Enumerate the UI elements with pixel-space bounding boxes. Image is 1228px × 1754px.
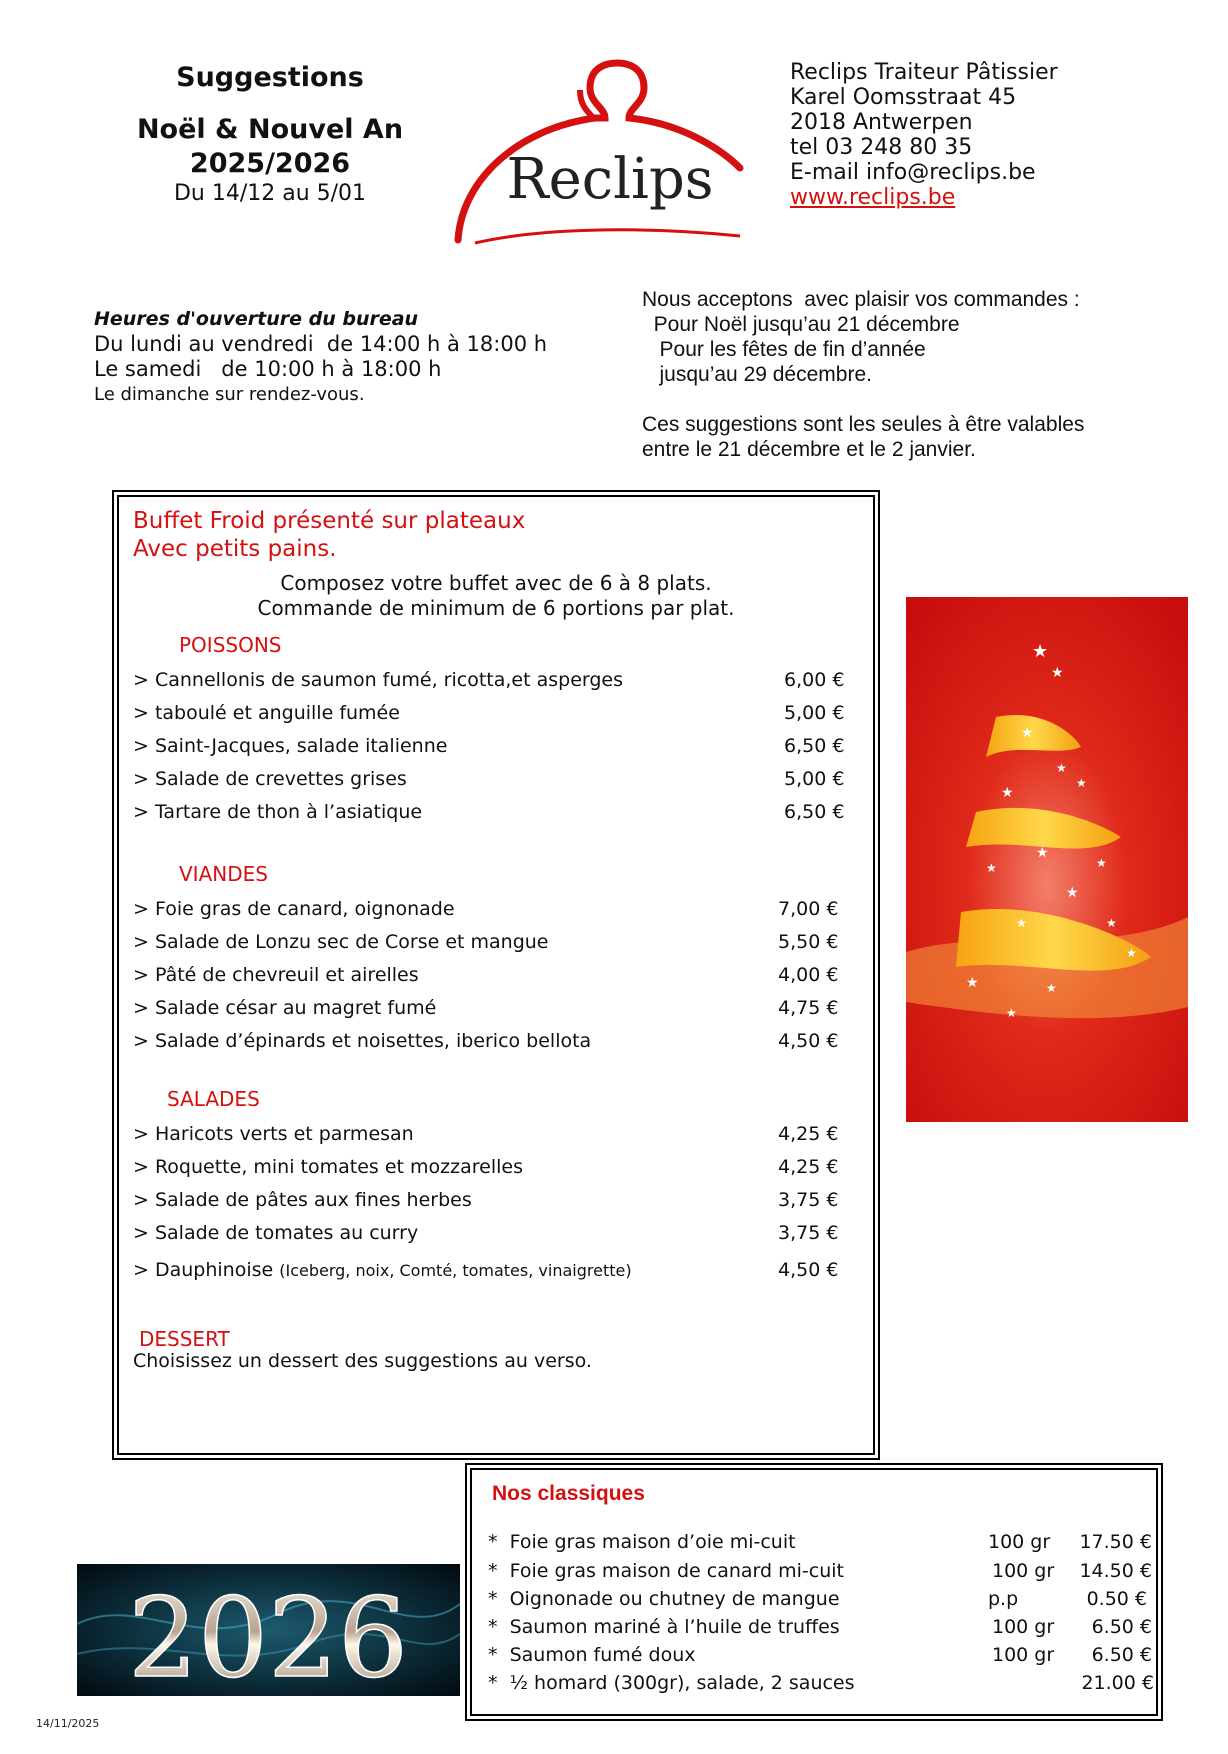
classic-item-label: Foie gras maison de canard mi-cuit (509, 1560, 844, 1582)
svg-text:★: ★ (1056, 761, 1067, 775)
menu-item: > Cannellonis de saumon fumé, ricotta,et asperges (133, 669, 624, 691)
menu-item: > Salade césar au magret fumé (133, 997, 437, 1019)
buffet-title (133, 507, 525, 563)
svg-text:★: ★ (1066, 885, 1079, 901)
orders-line: jusqu’au 29 décembre. (642, 363, 872, 386)
logo-text: Reclips (506, 147, 714, 212)
bullet-icon: * (488, 1588, 498, 1610)
svg-text:★: ★ (1032, 641, 1049, 662)
menu-item-note: (Iceberg, noix, Comté, tomates, vinaigrette) (279, 1261, 632, 1280)
svg-text:★: ★ (1046, 981, 1057, 995)
menu-item-price: 5,50 € (778, 931, 839, 953)
title-noel-nouvel-an: Noël & Nouvel An (136, 114, 404, 145)
menu-item-price: 3,75 € (778, 1222, 839, 1244)
category-poissons: POISSONS (179, 633, 282, 657)
menu-item (133, 1259, 632, 1281)
classic-item-price: 14.50 € (1079, 1560, 1152, 1582)
hours-sunday: Le dimanche sur rendez-vous. (94, 384, 365, 405)
year-2026-text: 2026 (128, 1574, 408, 1696)
bullet-icon: * (488, 1531, 498, 1553)
menu-item-price: 3,75 € (778, 1189, 839, 1211)
category-salades: SALADES (167, 1087, 260, 1111)
svg-text:★: ★ (1106, 916, 1117, 930)
hours-title: Heures d'ouverture du bureau (94, 308, 419, 330)
classic-item-price: 6.50 € (1091, 1644, 1152, 1666)
title-year: 2025/2026 (189, 148, 351, 179)
svg-text:★: ★ (1096, 856, 1107, 870)
classic-item-price: 0.50 € (1086, 1588, 1147, 1610)
menu-item: > Salade de tomates au curry (133, 1222, 419, 1244)
title-suggestions: Suggestions (176, 62, 364, 93)
classic-item-price: 17.50 € (1079, 1531, 1152, 1553)
menu-item: > taboulé et anguille fumée (133, 702, 400, 724)
street: Karel Oomsstraat 45 (790, 85, 1017, 110)
menu-item-price: 5,00 € (784, 702, 845, 724)
dessert-text: Choisissez un dessert des suggestions au verso. (133, 1350, 592, 1372)
orders-line: Pour Noël jusqu’au 21 décembre (642, 313, 960, 336)
menu-item: > Salade de crevettes grises (133, 768, 407, 790)
classic-item-label: Oignonade ou chutney de mangue (509, 1588, 840, 1610)
classic-item-label: Saumon fumé doux (509, 1644, 696, 1666)
menu-item-price: 5,00 € (784, 768, 845, 790)
christmas-tree-image (906, 597, 1188, 1122)
bullet-icon: * (488, 1616, 498, 1638)
hours-saturday: Le samedi de 10:00 h à 18:00 h (94, 357, 442, 381)
buffet-menu-box (112, 490, 880, 1460)
new-year-2026-image (77, 1564, 460, 1696)
menu-item: > Roquette, mini tomates et mozzarelles (133, 1156, 523, 1178)
cloche-icon (440, 58, 750, 248)
menu-item: > Tartare de thon à l’asiatique (133, 801, 423, 823)
opening-hours (94, 306, 547, 408)
classic-item (488, 1672, 855, 1694)
svg-text:★: ★ (1021, 725, 1034, 741)
classic-item-qty: 100 gr (992, 1644, 1055, 1666)
svg-text:★: ★ (1051, 665, 1064, 681)
classic-item (488, 1531, 796, 1553)
bullet-icon: * (488, 1644, 498, 1666)
menu-item-price: 6,00 € (784, 669, 845, 691)
menu-item-price: 6,50 € (784, 801, 845, 823)
menu-item-price: 4,00 € (778, 964, 839, 986)
validity-line: entre le 21 décembre et le 2 janvier. (642, 438, 976, 461)
website-link[interactable]: www.reclips.be (790, 185, 956, 210)
buffet-title-line: Buffet Froid présenté sur plateaux (133, 508, 526, 534)
bullet-icon: * (488, 1560, 498, 1582)
menu-item: > Foie gras de canard, oignonade (133, 898, 455, 920)
menu-item-price: 4,75 € (778, 997, 839, 1019)
svg-text:★: ★ (1016, 916, 1027, 930)
classic-item (488, 1588, 840, 1610)
menu-item: > Salade de Lonzu sec de Corse et mangue (133, 931, 549, 953)
validity-line: Ces suggestions sont les seules à être valables (642, 413, 1085, 436)
classic-item-price: 21.00 € (1081, 1672, 1154, 1694)
phone: tel 03 248 80 35 (790, 135, 973, 160)
menu-item: > Salade d’épinards et noisettes, iberico bellota (133, 1030, 592, 1052)
classic-item-qty: 100 gr (988, 1531, 1051, 1553)
menu-item: > Haricots verts et parmesan (133, 1123, 414, 1145)
company-name: Reclips Traiteur Pâtissier (790, 60, 1058, 85)
buffet-title-line: Avec petits pains. (133, 536, 337, 562)
category-viandes: VIANDES (179, 862, 268, 886)
email[interactable]: E-mail info@reclips.be (790, 160, 1036, 185)
menu-item-price: 6,50 € (784, 735, 845, 757)
bullet-icon: * (488, 1672, 498, 1694)
menu-item: > Pâté de chevreuil et airelles (133, 964, 419, 986)
svg-text:★: ★ (986, 861, 997, 875)
svg-text:★: ★ (1036, 845, 1049, 861)
address-block (790, 60, 1058, 210)
svg-text:★: ★ (1001, 785, 1014, 801)
date-range: Du 14/12 au 5/01 (173, 181, 367, 206)
city: 2018 Antwerpen (790, 110, 973, 135)
header-title-block (100, 56, 440, 208)
instruction-line: Commande de minimum de 6 portions par plat. (257, 596, 735, 620)
svg-text:★: ★ (1006, 1006, 1017, 1020)
orders-line: Pour les fêtes de fin d’année (642, 338, 926, 361)
classic-item-label: ½ homard (300gr), salade, 2 sauces (509, 1672, 855, 1694)
classics-title: Nos classiques (492, 1482, 645, 1505)
svg-text:★: ★ (1076, 776, 1087, 790)
svg-text:★: ★ (966, 975, 979, 991)
classic-item-label: Foie gras maison d’oie mi-cuit (509, 1531, 796, 1553)
orders-info (642, 287, 1084, 462)
classic-item (488, 1644, 696, 1666)
instruction-line: Composez votre buffet avec de 6 à 8 plats. (280, 571, 712, 595)
footer-date: 14/11/2025 (36, 1717, 100, 1730)
classic-item-qty: p.p (988, 1588, 1019, 1610)
menu-item-label: > Dauphinoise (133, 1259, 274, 1281)
classic-item (488, 1560, 844, 1582)
hours-weekdays: Du lundi au vendredi de 14:00 h à 18:00 h (94, 332, 548, 356)
menu-item-price: 4,50 € (778, 1030, 839, 1052)
menu-item-price: 4,25 € (778, 1156, 839, 1178)
classic-item (488, 1616, 840, 1638)
classic-item-qty: 100 gr (992, 1616, 1055, 1638)
menu-item: > Salade de pâtes aux fines herbes (133, 1189, 472, 1211)
classic-item-label: Saumon mariné à l’huile de truffes (509, 1616, 840, 1638)
category-dessert: DESSERT (139, 1327, 230, 1351)
menu-item-price: 4,25 € (778, 1123, 839, 1145)
menu-item-price: 4,50 € (778, 1259, 839, 1281)
orders-line: Nous acceptons avec plaisir vos commandes : (642, 288, 1080, 311)
svg-text:★: ★ (1126, 946, 1137, 960)
classic-item-price: 6.50 € (1091, 1616, 1152, 1638)
classics-box (465, 1463, 1163, 1721)
menu-item: > Saint-Jacques, salade italienne (133, 735, 448, 757)
classic-item-qty: 100 gr (992, 1560, 1055, 1582)
reclips-logo (440, 58, 750, 248)
buffet-instructions (119, 571, 873, 621)
menu-item-price: 7,00 € (778, 898, 839, 920)
